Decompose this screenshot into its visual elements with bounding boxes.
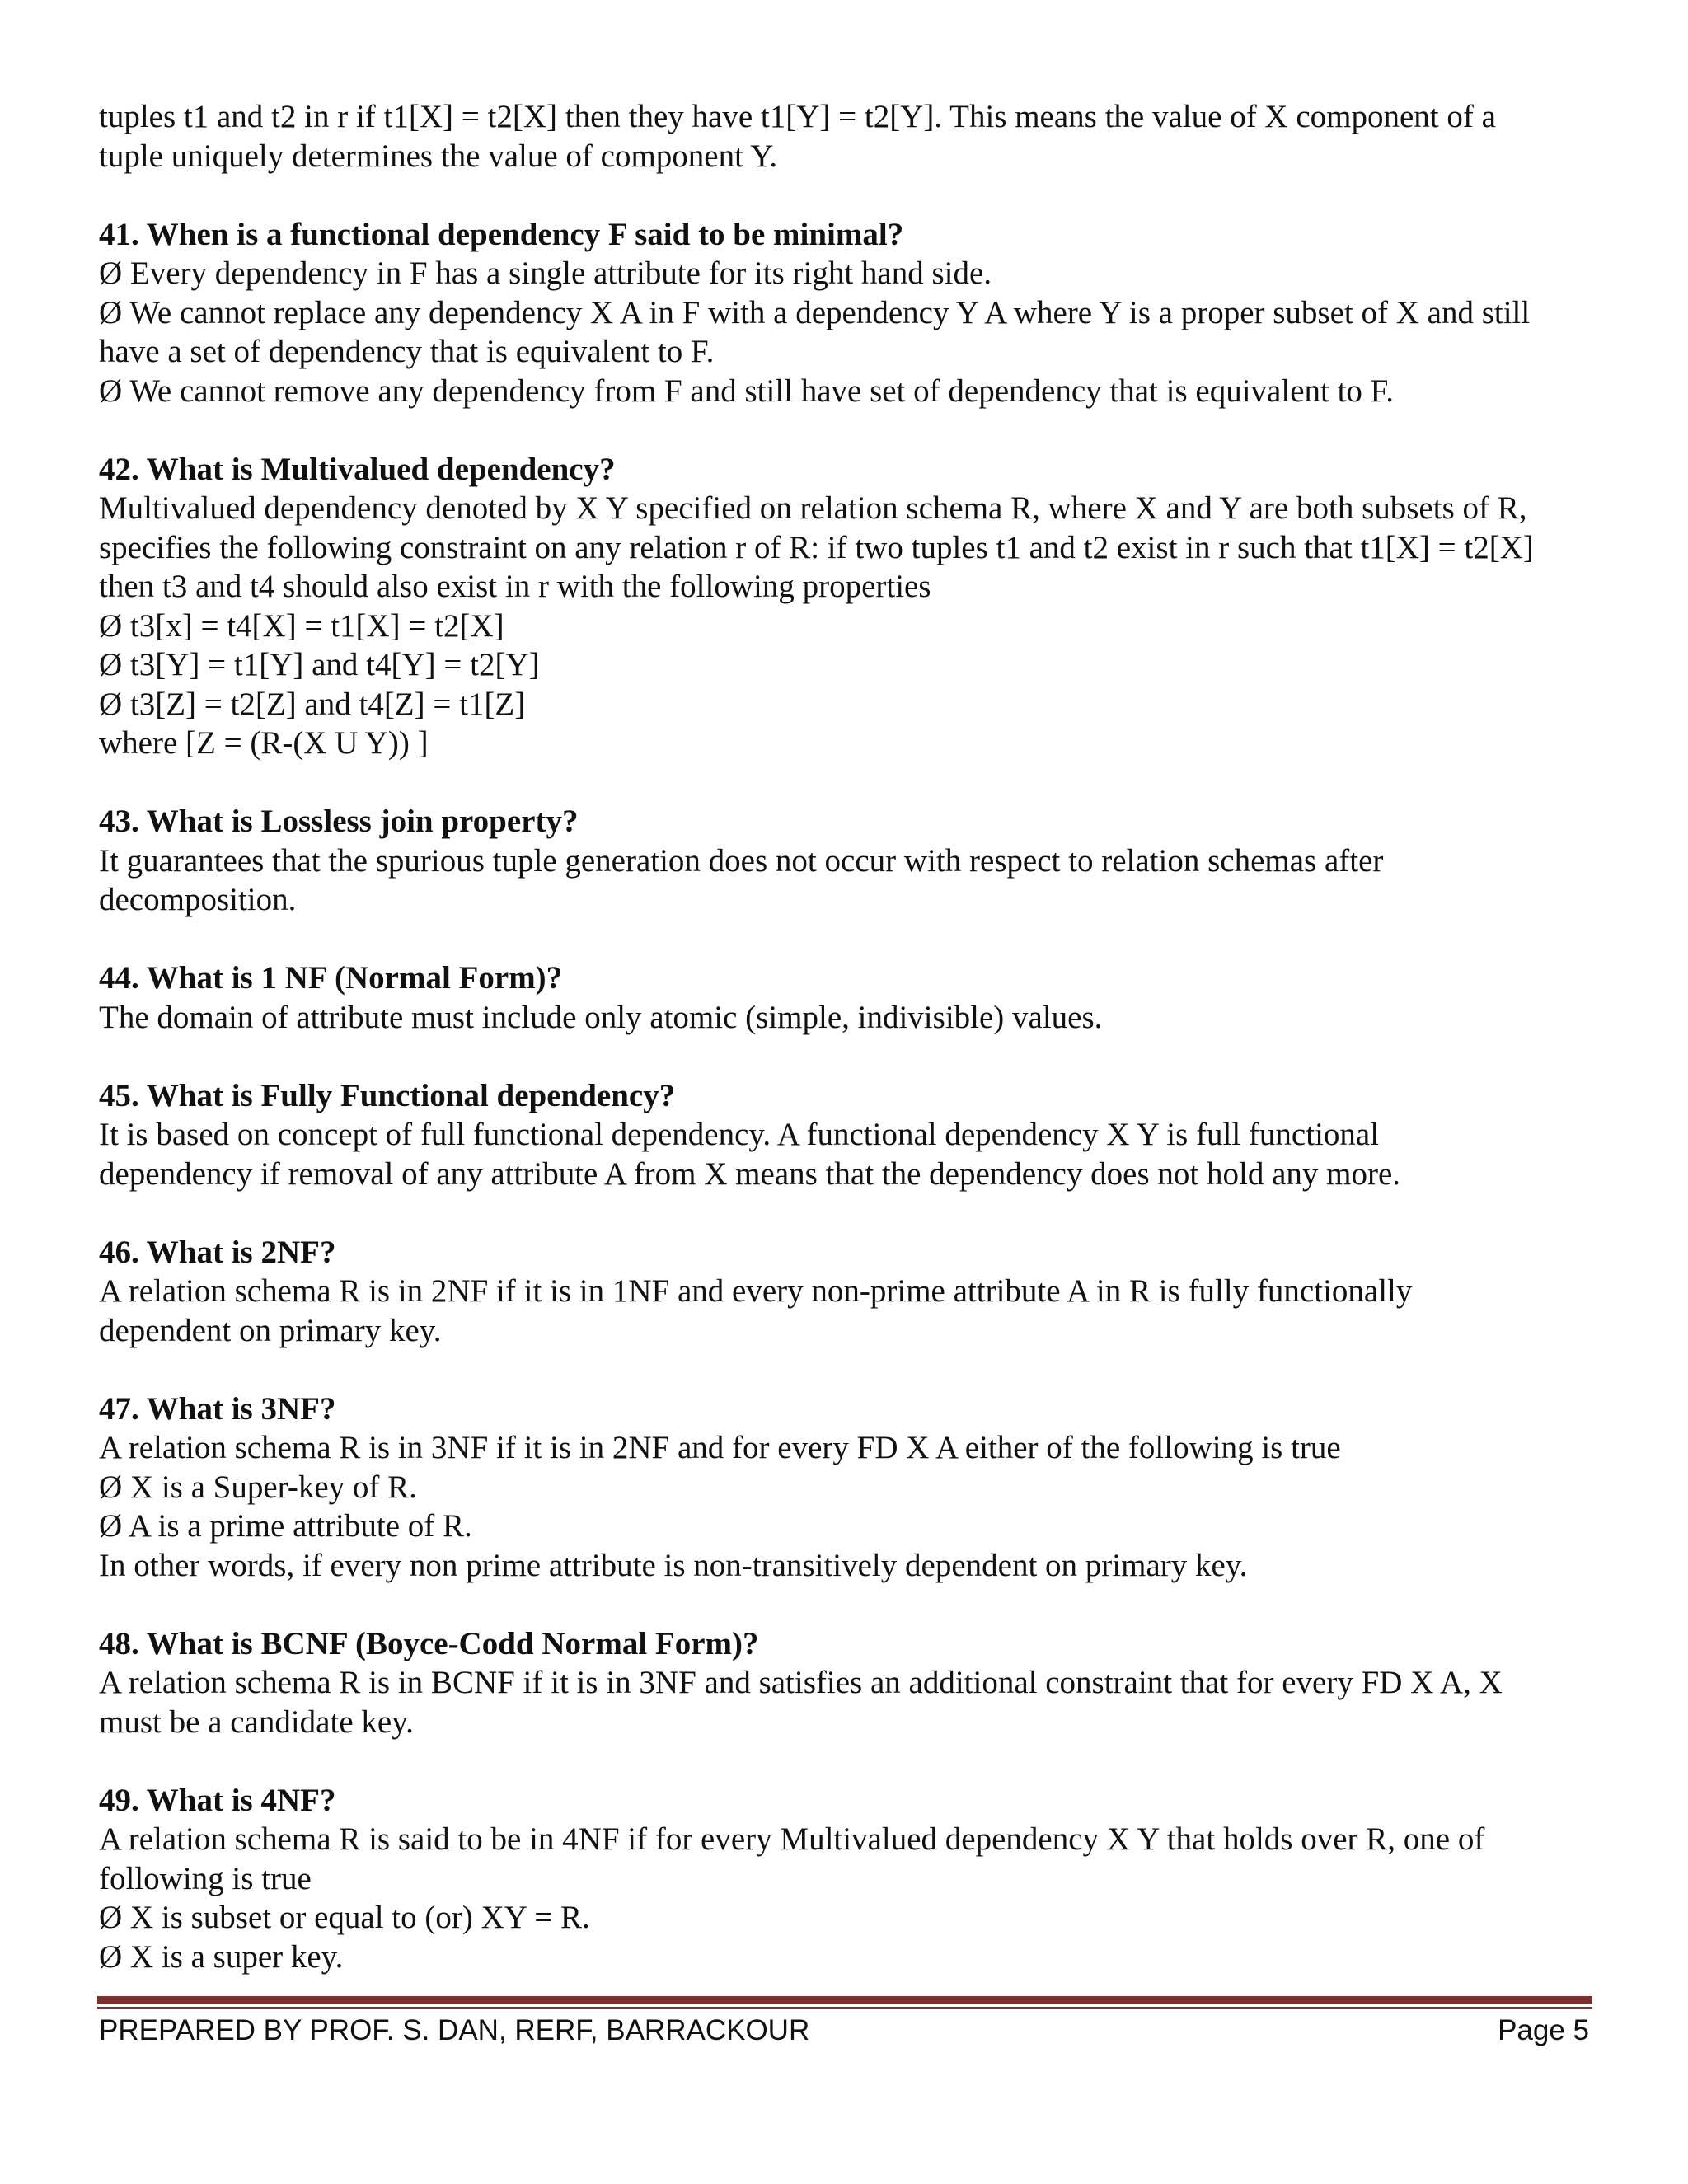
- answer-line: A relation schema R is in 2NF if it is in 1NF and every non-prime attribute A in R is fully functionally: [99, 1273, 1413, 1309]
- answer-line: specifies the following constraint on any relation r of R: if two tuples t1 and t2 exist in r such that t1[X] = t2[X]: [99, 529, 1534, 565]
- question-heading: 45. What is Fully Functional dependency?: [99, 1077, 676, 1113]
- question-heading: 47. What is 3NF?: [99, 1390, 336, 1427]
- answer-line: Ø We cannot remove any dependency from F and still have set of dependency that is equivalent to F.: [99, 373, 1394, 409]
- qa-section-48: [99, 1624, 1591, 1742]
- qa-section-42: [99, 450, 1591, 763]
- footer-divider-thin: [97, 2007, 1592, 2009]
- answer-line: Ø t3[x] = t4[X] = t1[X] = t2[X]: [99, 607, 504, 644]
- answer-line: dependency if removal of any attribute A from X means that the dependency does not hold any more.: [99, 1155, 1401, 1192]
- question-heading: 43. What is Lossless join property?: [99, 804, 579, 839]
- footer-author: PREPARED BY PROF. S. DAN, RERF, BARRACKOUR: [99, 2014, 810, 2046]
- qa-section-45: [99, 1076, 1591, 1194]
- answer-line: Ø t3[Y] = t1[Y] and t4[Y] = t2[Y]: [99, 647, 540, 682]
- answer-line: The domain of attribute must include only atomic (simple, indivisible) values.: [99, 999, 1103, 1035]
- intro-paragraph: [99, 97, 1591, 176]
- answer-line: Ø X is a super key.: [99, 1938, 344, 1975]
- answer-line: where [Z = (R-(X U Y)) ]: [99, 725, 429, 761]
- intro-line: tuple uniquely determines the value of component Y.: [99, 138, 778, 174]
- qa-section-49: [99, 1781, 1591, 1977]
- qa-section-43: [99, 802, 1591, 920]
- document-body: [99, 97, 1591, 1976]
- answer-line: dependent on primary key.: [99, 1312, 442, 1348]
- qa-section-44: [99, 958, 1591, 1037]
- qa-section-47: [99, 1390, 1591, 1586]
- answer-line: A relation schema R is in 3NF if it is in 2NF and for every FD X A either of the following is true: [99, 1430, 1341, 1465]
- answer-line: A relation schema R is in BCNF if it is in 3NF and satisfies an additional constraint that for every FD X A, X: [99, 1665, 1503, 1700]
- qa-section-41: [99, 215, 1591, 411]
- answer-line: It is based on concept of full functional dependency. A functional dependency X Y is full functional: [99, 1117, 1380, 1152]
- answer-line: In other words, if every non prime attribute is non-transitively dependent on primary key.: [99, 1547, 1248, 1583]
- footer-divider: [97, 1996, 1592, 2004]
- answer-line: Multivalued dependency denoted by X Y specified on relation schema R, where X and Y are both subsets of R,: [99, 490, 1527, 526]
- question-heading: 42. What is Multivalued dependency?: [99, 451, 616, 487]
- answer-line: Ø A is a prime attribute of R.: [99, 1508, 472, 1544]
- answer-line: Ø We cannot replace any dependency X A in F with a dependency Y A where Y is a proper subset of X and still: [99, 294, 1531, 330]
- question-heading: 41. When is a functional dependency F said to be minimal?: [99, 216, 904, 252]
- question-heading: 49. What is 4NF?: [99, 1782, 336, 1818]
- answer-line: have a set of dependency that is equivalent to F.: [99, 334, 715, 369]
- answer-line: Ø t3[Z] = t2[Z] and t4[Z] = t1[Z]: [99, 686, 526, 722]
- answer-line: It guarantees that the spurious tuple generation does not occur with respect to relation schemas after: [99, 842, 1384, 879]
- question-heading: 44. What is 1 NF (Normal Form)?: [99, 960, 563, 996]
- answer-line: A relation schema R is said to be in 4NF if for every Multivalued dependency X Y that holds over R, one of: [99, 1821, 1485, 1857]
- answer-line: following is true: [99, 1860, 312, 1896]
- page-number: Page 5: [1498, 2014, 1589, 2046]
- answer-line: decomposition.: [99, 882, 297, 917]
- qa-section-46: [99, 1233, 1591, 1351]
- answer-line: then t3 and t4 should also exist in r with the following properties: [99, 569, 931, 604]
- answer-line: Ø Every dependency in F has a single attribute for its right hand side.: [99, 255, 992, 291]
- answer-line: must be a candidate key.: [99, 1704, 414, 1740]
- answer-line: Ø X is subset or equal to (or) XY = R.: [99, 1900, 590, 1935]
- question-heading: 46. What is 2NF?: [99, 1234, 336, 1270]
- answer-line: Ø X is a Super-key of R.: [99, 1469, 417, 1505]
- intro-line: tuples t1 and t2 in r if t1[X] = t2[X] then they have t1[Y] = t2[Y]. This means the value of X component of a: [99, 99, 1496, 134]
- question-heading: 48. What is BCNF (Boyce-Codd Normal Form)?: [99, 1625, 759, 1661]
